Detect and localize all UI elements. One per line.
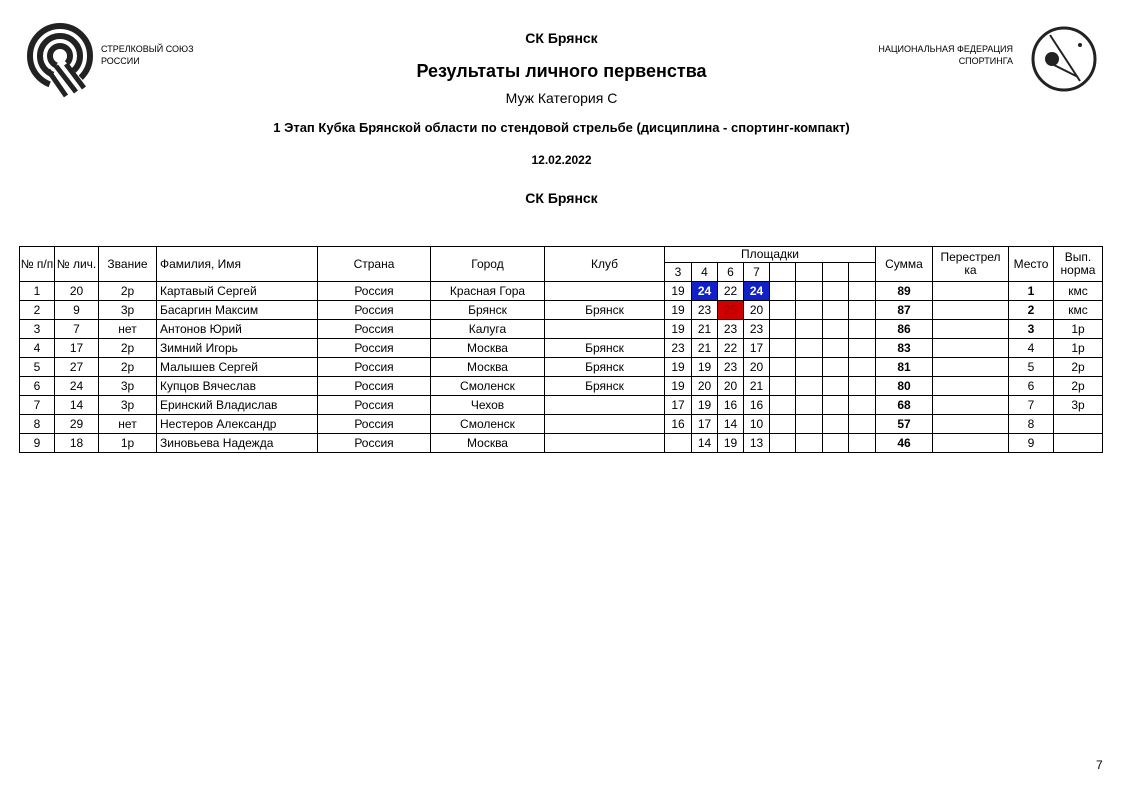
table-row <box>20 396 1103 415</box>
cell-n: 5 <box>20 358 55 377</box>
org-right-line1: НАЦИОНАЛЬНАЯ ФЕДЕРАЦИЯ <box>878 44 1013 54</box>
cell-r3: 23 <box>718 358 744 377</box>
cell-city: Калуга <box>431 320 545 339</box>
cell-sum: 87 <box>876 301 933 320</box>
cell-name: Антонов Юрий <box>157 320 318 339</box>
cell-r3: 14 <box>718 415 744 434</box>
cell-n: 7 <box>20 396 55 415</box>
cell-empty <box>796 320 823 339</box>
cell-empty <box>849 301 876 320</box>
cell-empty <box>933 377 1009 396</box>
cell-city: Москва <box>431 434 545 453</box>
org-left-line1: СТРЕЛКОВЫЙ СОЮЗ <box>101 44 194 54</box>
cell-r3: 16 <box>718 396 744 415</box>
cell-empty <box>823 282 849 301</box>
cell-empty <box>796 282 823 301</box>
event-date: 12.02.2022 <box>531 153 592 167</box>
col-header-country: Страна <box>318 247 431 282</box>
cell-empty <box>823 320 849 339</box>
cell-r3: 25 <box>718 301 744 320</box>
cell-name: Купцов Вячеслав <box>157 377 318 396</box>
cell-r1: 19 <box>665 282 692 301</box>
cell-r1: 16 <box>665 415 692 434</box>
cell-empty <box>796 396 823 415</box>
cell-empty <box>770 282 796 301</box>
cell-empty <box>823 434 849 453</box>
cell-sum: 81 <box>876 358 933 377</box>
org-right-line2: СПОРТИНГА <box>958 56 1013 66</box>
cell-r4: 10 <box>744 415 770 434</box>
cell-n: 6 <box>20 377 55 396</box>
cell-r4: 20 <box>744 358 770 377</box>
table-row <box>20 282 1103 301</box>
cell-empty <box>796 358 823 377</box>
cell-empty <box>849 434 876 453</box>
results-body <box>20 282 1103 453</box>
cell-sum: 80 <box>876 377 933 396</box>
col-header-bib: № лич. <box>55 247 99 282</box>
org-left-line2: РОССИИ <box>101 56 140 66</box>
cell-bib: 29 <box>55 415 99 434</box>
cell-empty <box>796 377 823 396</box>
cell-empty <box>770 358 796 377</box>
cell-norm <box>1054 415 1103 434</box>
col-header-norm: Вып. норма <box>1054 247 1103 282</box>
col-header-shootoff: Перестрел ка <box>933 247 1009 282</box>
cell-r3: 19 <box>718 434 744 453</box>
cell-empty <box>823 358 849 377</box>
cell-name: Зиновьева Надежда <box>157 434 318 453</box>
cell-empty <box>796 415 823 434</box>
cell-name: Басаргин Максим <box>157 301 318 320</box>
cell-empty <box>770 415 796 434</box>
cell-city: Чехов <box>431 396 545 415</box>
cell-r4: 24 <box>744 282 770 301</box>
cell-r2: 23 <box>692 301 718 320</box>
cell-club: Брянск <box>545 339 665 358</box>
cell-r2: 21 <box>692 320 718 339</box>
cell-empty <box>849 415 876 434</box>
cell-norm: кмс <box>1054 301 1103 320</box>
cell-r2: 17 <box>692 415 718 434</box>
col-header-sum: Сумма <box>876 247 933 282</box>
cell-empty <box>849 396 876 415</box>
cell-r1: 19 <box>665 358 692 377</box>
cell-club <box>545 282 665 301</box>
cell-bib: 9 <box>55 301 99 320</box>
cell-r4: 16 <box>744 396 770 415</box>
cell-r1 <box>665 434 692 453</box>
cell-r3: 22 <box>718 339 744 358</box>
cell-sum: 68 <box>876 396 933 415</box>
cell-empty <box>933 434 1009 453</box>
cell-bib: 27 <box>55 358 99 377</box>
cell-sum: 57 <box>876 415 933 434</box>
cell-norm: 2р <box>1054 358 1103 377</box>
col-header-name: Фамилия, Имя <box>157 247 318 282</box>
cell-place: 6 <box>1009 377 1054 396</box>
cell-r2: 21 <box>692 339 718 358</box>
cell-name: Картавый Сергей <box>157 282 318 301</box>
event-title: 1 Этап Кубка Брянской области по стендовой стрельбе (дисциплина - спортинг-компакт) <box>273 120 850 135</box>
cell-rank: 3р <box>99 301 157 320</box>
table-row <box>20 377 1103 396</box>
cell-r1: 17 <box>665 396 692 415</box>
cell-city: Брянск <box>431 301 545 320</box>
cell-club: Брянск <box>545 301 665 320</box>
cell-n: 3 <box>20 320 55 339</box>
cell-club: Брянск <box>545 377 665 396</box>
page-number: 7 <box>1096 758 1103 772</box>
cell-empty <box>823 339 849 358</box>
cell-empty <box>849 282 876 301</box>
cell-r4: 13 <box>744 434 770 453</box>
col-header-number: № п/п <box>20 247 55 282</box>
col-header-rank: Звание <box>99 247 157 282</box>
range-number: 3 <box>665 263 692 282</box>
cell-city: Смоленск <box>431 415 545 434</box>
cell-empty <box>796 339 823 358</box>
category-subtitle: Муж Категория С <box>505 90 618 106</box>
cell-place: 4 <box>1009 339 1054 358</box>
cell-empty <box>849 377 876 396</box>
cell-country: Россия <box>318 415 431 434</box>
cell-r3: 20 <box>718 377 744 396</box>
col-header-club: Клуб <box>545 247 665 282</box>
cell-club <box>545 434 665 453</box>
range-empty <box>849 263 876 282</box>
results-table <box>19 246 1103 453</box>
cell-name: Еринский Владислав <box>157 396 318 415</box>
cell-empty <box>770 396 796 415</box>
cell-empty <box>770 301 796 320</box>
cell-sum: 86 <box>876 320 933 339</box>
cell-rank: 2р <box>99 339 157 358</box>
cell-empty <box>933 282 1009 301</box>
cell-bib: 7 <box>55 320 99 339</box>
table-row <box>20 434 1103 453</box>
cell-place: 1 <box>1009 282 1054 301</box>
range-number: 6 <box>718 263 744 282</box>
range-empty <box>796 263 823 282</box>
cell-empty <box>823 301 849 320</box>
cell-city: Москва <box>431 339 545 358</box>
cell-place: 9 <box>1009 434 1054 453</box>
cell-country: Россия <box>318 434 431 453</box>
cell-country: Россия <box>318 377 431 396</box>
cell-n: 9 <box>20 434 55 453</box>
cell-country: Россия <box>318 396 431 415</box>
cell-country: Россия <box>318 320 431 339</box>
cell-empty <box>849 339 876 358</box>
cell-r1: 23 <box>665 339 692 358</box>
cell-empty <box>770 434 796 453</box>
cell-norm: 3р <box>1054 396 1103 415</box>
cell-r1: 19 <box>665 377 692 396</box>
cell-r1: 19 <box>665 301 692 320</box>
cell-club: Брянск <box>545 358 665 377</box>
cell-sum: 89 <box>876 282 933 301</box>
cell-r1: 19 <box>665 320 692 339</box>
range-empty <box>770 263 796 282</box>
cell-rank: нет <box>99 415 157 434</box>
cell-r3: 23 <box>718 320 744 339</box>
cell-empty <box>933 320 1009 339</box>
cell-r4: 20 <box>744 301 770 320</box>
cell-bib: 20 <box>55 282 99 301</box>
cell-rank: 2р <box>99 282 157 301</box>
cell-bib: 18 <box>55 434 99 453</box>
table-row <box>20 358 1103 377</box>
cell-empty <box>823 396 849 415</box>
cell-empty <box>849 320 876 339</box>
cell-sum: 46 <box>876 434 933 453</box>
cell-country: Россия <box>318 339 431 358</box>
cell-empty <box>823 415 849 434</box>
range-number: 7 <box>744 263 770 282</box>
cell-r2: 19 <box>692 358 718 377</box>
cell-r2: 20 <box>692 377 718 396</box>
cell-empty <box>796 434 823 453</box>
cell-empty <box>933 396 1009 415</box>
cell-n: 1 <box>20 282 55 301</box>
cell-sum: 83 <box>876 339 933 358</box>
cell-city: Красная Гора <box>431 282 545 301</box>
table-row <box>20 320 1103 339</box>
range-number: 4 <box>692 263 718 282</box>
club-heading: СК Брянск <box>525 30 598 46</box>
cell-norm: 1р <box>1054 339 1103 358</box>
cell-rank: нет <box>99 320 157 339</box>
cell-place: 8 <box>1009 415 1054 434</box>
cell-place: 2 <box>1009 301 1054 320</box>
cell-name: Малышев Сергей <box>157 358 318 377</box>
table-row <box>20 339 1103 358</box>
cell-city: Москва <box>431 358 545 377</box>
cell-name: Зимний Игорь <box>157 339 318 358</box>
cell-norm <box>1054 434 1103 453</box>
cell-bib: 24 <box>55 377 99 396</box>
cell-rank: 2р <box>99 358 157 377</box>
cell-empty <box>770 339 796 358</box>
cell-country: Россия <box>318 358 431 377</box>
cell-place: 7 <box>1009 396 1054 415</box>
cell-n: 2 <box>20 301 55 320</box>
cell-norm: 2р <box>1054 377 1103 396</box>
cell-country: Россия <box>318 282 431 301</box>
cell-r2: 14 <box>692 434 718 453</box>
cell-r3: 22 <box>718 282 744 301</box>
venue-heading: СК Брянск <box>525 190 598 206</box>
cell-r2: 19 <box>692 396 718 415</box>
cell-norm: кмс <box>1054 282 1103 301</box>
cell-place: 3 <box>1009 320 1054 339</box>
cell-club <box>545 415 665 434</box>
cell-empty <box>933 301 1009 320</box>
range-empty <box>823 263 849 282</box>
page-title: Результаты личного первенства <box>416 61 707 81</box>
cell-place: 5 <box>1009 358 1054 377</box>
cell-rank: 1р <box>99 434 157 453</box>
cell-empty <box>770 320 796 339</box>
cell-rank: 3р <box>99 396 157 415</box>
cell-empty <box>770 377 796 396</box>
cell-name: Нестеров Александр <box>157 415 318 434</box>
cell-empty <box>796 301 823 320</box>
cell-rank: 3р <box>99 377 157 396</box>
cell-city: Смоленск <box>431 377 545 396</box>
col-header-city: Город <box>431 247 545 282</box>
cell-r4: 17 <box>744 339 770 358</box>
cell-country: Россия <box>318 301 431 320</box>
cell-empty <box>933 339 1009 358</box>
col-header-place: Место <box>1009 247 1054 282</box>
cell-bib: 17 <box>55 339 99 358</box>
cell-empty <box>849 358 876 377</box>
table-row <box>20 301 1103 320</box>
table-row <box>20 415 1103 434</box>
cell-n: 4 <box>20 339 55 358</box>
cell-r4: 23 <box>744 320 770 339</box>
cell-r4: 21 <box>744 377 770 396</box>
cell-club <box>545 320 665 339</box>
cell-club <box>545 396 665 415</box>
cell-empty <box>933 415 1009 434</box>
cell-empty <box>933 358 1009 377</box>
cell-empty <box>823 377 849 396</box>
cell-n: 8 <box>20 415 55 434</box>
col-header-ranges: Площадки <box>665 247 876 263</box>
cell-bib: 14 <box>55 396 99 415</box>
cell-r2: 24 <box>692 282 718 301</box>
cell-norm: 1р <box>1054 320 1103 339</box>
